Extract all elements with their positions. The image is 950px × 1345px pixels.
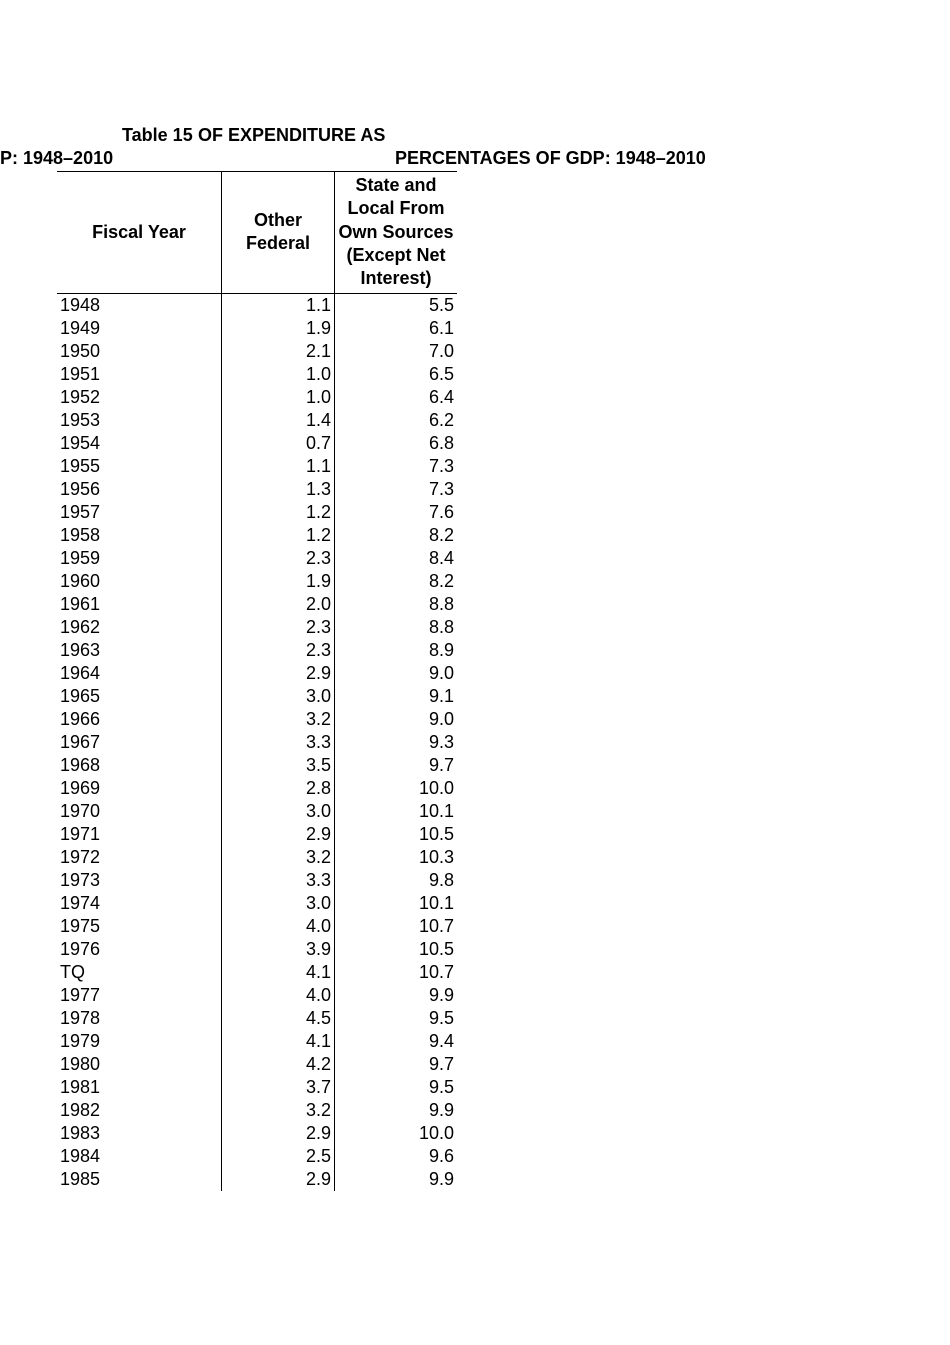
cell-state-local: 10.3: [418, 847, 454, 868]
table-row: [57, 731, 457, 754]
cell-other-federal: 1.0: [222, 386, 335, 409]
cell-other-federal: 1.1: [222, 294, 335, 318]
header-row: [57, 172, 457, 294]
table-row: [57, 294, 457, 318]
cell-other-federal: 4.1: [222, 1030, 335, 1053]
table-row: [57, 915, 457, 938]
cell-fiscal-year: 1951: [57, 363, 222, 386]
cell-other-federal: 2.3: [222, 616, 335, 639]
expenditure-table: [57, 171, 457, 1191]
cell-state-local: 6.5: [428, 364, 454, 385]
table-row: [57, 1076, 457, 1099]
cell-fiscal-year: 1978: [57, 1007, 222, 1030]
cell-state-local: 8.8: [428, 594, 454, 615]
table-row: [57, 800, 457, 823]
cell-other-federal: 1.0: [222, 363, 335, 386]
table-row: [57, 455, 457, 478]
cell-fiscal-year: 1979: [57, 1030, 222, 1053]
cell-state-local: 9.5: [428, 1008, 454, 1029]
cell-fiscal-year: 1970: [57, 800, 222, 823]
cell-state-local: 9.0: [428, 709, 454, 730]
cell-other-federal: 4.1: [222, 961, 335, 984]
cell-other-federal: 4.2: [222, 1053, 335, 1076]
table-row: [57, 593, 457, 616]
cell-fiscal-year: 1972: [57, 846, 222, 869]
cell-other-federal: 1.2: [222, 524, 335, 547]
cell-fiscal-year: 1973: [57, 869, 222, 892]
cell-other-federal: 2.5: [222, 1145, 335, 1168]
cell-state-local: 9.9: [428, 985, 454, 1006]
cell-other-federal: 3.5: [222, 754, 335, 777]
table-row: [57, 1145, 457, 1168]
cell-state-local: 10.7: [418, 916, 454, 937]
table-title-part-a: Table 15: [122, 125, 193, 145]
table-row: [57, 754, 457, 777]
table-row: [57, 984, 457, 1007]
cell-other-federal: 1.4: [222, 409, 335, 432]
cell-state-local: 10.0: [418, 778, 454, 799]
cell-other-federal: 3.0: [222, 800, 335, 823]
cell-fiscal-year: 1960: [57, 570, 222, 593]
cell-fiscal-year: 1952: [57, 386, 222, 409]
cell-state-local: 10.1: [418, 893, 454, 914]
cell-state-local: 9.7: [428, 1054, 454, 1075]
cell-other-federal: 3.2: [222, 846, 335, 869]
header-fiscal-year: Fiscal Year: [57, 172, 222, 294]
cell-other-federal: 3.2: [222, 708, 335, 731]
cell-other-federal: 3.3: [222, 731, 335, 754]
cell-state-local: 10.5: [418, 824, 454, 845]
cell-other-federal: 2.1: [222, 340, 335, 363]
table-row: [57, 639, 457, 662]
table-row: [57, 501, 457, 524]
cell-fiscal-year: 1984: [57, 1145, 222, 1168]
cell-state-local: 9.0: [428, 663, 454, 684]
table-row: [57, 938, 457, 961]
cell-fiscal-year: 1969: [57, 777, 222, 800]
cell-state-local: 8.4: [428, 548, 454, 569]
cell-other-federal: 3.3: [222, 869, 335, 892]
cell-other-federal: 2.9: [222, 1122, 335, 1145]
table-row: [57, 386, 457, 409]
cell-fiscal-year: 1949: [57, 317, 222, 340]
cell-fiscal-year: 1948: [57, 294, 222, 318]
table-row: [57, 616, 457, 639]
cell-fiscal-year: 1963: [57, 639, 222, 662]
cell-fiscal-year: 1977: [57, 984, 222, 1007]
cell-state-local: 8.9: [428, 640, 454, 661]
cell-state-local: 8.8: [428, 617, 454, 638]
cell-other-federal: 2.9: [222, 1168, 335, 1191]
cell-state-local: 9.3: [428, 732, 454, 753]
cell-fiscal-year: 1955: [57, 455, 222, 478]
cell-fiscal-year: 1954: [57, 432, 222, 455]
cell-fiscal-year: 1982: [57, 1099, 222, 1122]
cell-other-federal: 2.3: [222, 547, 335, 570]
table-title-part-c: P: 1948–2010: [0, 148, 114, 168]
cell-state-local: 10.5: [418, 939, 454, 960]
cell-state-local: 10.1: [418, 801, 454, 822]
cell-state-local: 7.3: [428, 456, 454, 477]
cell-fiscal-year: 1965: [57, 685, 222, 708]
cell-other-federal: 3.7: [222, 1076, 335, 1099]
cell-state-local: 9.9: [428, 1100, 454, 1121]
cell-other-federal: 4.0: [222, 984, 335, 1007]
table-row: [57, 478, 457, 501]
cell-other-federal: 4.5: [222, 1007, 335, 1030]
cell-fiscal-year: 1968: [57, 754, 222, 777]
table-row: [57, 570, 457, 593]
cell-fiscal-year: 1974: [57, 892, 222, 915]
cell-state-local: 7.0: [428, 341, 454, 362]
cell-state-local: 6.2: [428, 410, 454, 431]
table-row: [57, 1030, 457, 1053]
cell-state-local: 7.6: [428, 502, 454, 523]
table-row: [57, 869, 457, 892]
cell-fiscal-year: 1964: [57, 662, 222, 685]
table-row: [57, 317, 457, 340]
cell-other-federal: 1.3: [222, 478, 335, 501]
cell-state-local: 9.5: [428, 1077, 454, 1098]
table-row: [57, 1007, 457, 1030]
cell-other-federal: 2.9: [222, 662, 335, 685]
cell-other-federal: 4.0: [222, 915, 335, 938]
cell-other-federal: 1.9: [222, 570, 335, 593]
table-body: [57, 294, 457, 1192]
cell-fiscal-year: 1958: [57, 524, 222, 547]
cell-other-federal: 3.0: [222, 892, 335, 915]
cell-fiscal-year: 1959: [57, 547, 222, 570]
cell-fiscal-year: 1971: [57, 823, 222, 846]
cell-fiscal-year: 1953: [57, 409, 222, 432]
table-row: [57, 823, 457, 846]
cell-fiscal-year: 1980: [57, 1053, 222, 1076]
cell-fiscal-year: 1966: [57, 708, 222, 731]
cell-state-local: 6.4: [428, 387, 454, 408]
cell-fiscal-year: 1962: [57, 616, 222, 639]
cell-state-local: 9.1: [428, 686, 454, 707]
cell-state-local: 9.9: [428, 1169, 454, 1190]
cell-other-federal: 3.9: [222, 938, 335, 961]
cell-state-local: 9.8: [428, 870, 454, 891]
table-row: [57, 1122, 457, 1145]
cell-fiscal-year: 1981: [57, 1076, 222, 1099]
cell-other-federal: 0.7: [222, 432, 335, 455]
table-row: [57, 1099, 457, 1122]
cell-state-local: 9.4: [428, 1031, 454, 1052]
table-row: [57, 432, 457, 455]
cell-state-local: 10.7: [418, 962, 454, 983]
header-state-local: State and Local From Own Sources (Except Net Interest): [335, 172, 458, 294]
cell-fiscal-year: 1967: [57, 731, 222, 754]
cell-fiscal-year: 1976: [57, 938, 222, 961]
cell-fiscal-year: 1950: [57, 340, 222, 363]
cell-other-federal: 3.2: [222, 1099, 335, 1122]
cell-fiscal-year: 1961: [57, 593, 222, 616]
cell-state-local: 6.8: [428, 433, 454, 454]
cell-other-federal: 1.9: [222, 317, 335, 340]
cell-other-federal: 2.9: [222, 823, 335, 846]
cell-other-federal: 1.2: [222, 501, 335, 524]
cell-state-local: 9.7: [428, 755, 454, 776]
cell-fiscal-year: 1985: [57, 1168, 222, 1191]
table-row: [57, 708, 457, 731]
cell-state-local: 7.3: [428, 479, 454, 500]
cell-fiscal-year: 1956: [57, 478, 222, 501]
table-row: [57, 363, 457, 386]
table-title-part-d: PERCENTAGES OF GDP: 1948–2010: [395, 148, 706, 168]
table-row: [57, 846, 457, 869]
cell-state-local: 8.2: [428, 571, 454, 592]
cell-state-local: 5.5: [428, 295, 454, 316]
table-row: [57, 685, 457, 708]
cell-state-local: 6.1: [428, 318, 454, 339]
cell-other-federal: 2.8: [222, 777, 335, 800]
cell-fiscal-year: 1983: [57, 1122, 222, 1145]
cell-other-federal: 3.0: [222, 685, 335, 708]
cell-other-federal: 2.0: [222, 593, 335, 616]
cell-state-local: 8.2: [428, 525, 454, 546]
cell-fiscal-year: TQ: [57, 961, 222, 984]
table-row: [57, 547, 457, 570]
table-row: [57, 1053, 457, 1076]
table-title-part-b: OF EXPENDITURE AS: [198, 125, 386, 145]
cell-state-local: 9.6: [428, 1146, 454, 1167]
table-row: [57, 340, 457, 363]
cell-fiscal-year: 1975: [57, 915, 222, 938]
table-row: [57, 524, 457, 547]
table-row: [57, 777, 457, 800]
table-row: [57, 1168, 457, 1191]
table-row: [57, 662, 457, 685]
table-row: [57, 892, 457, 915]
cell-state-local: 10.0: [418, 1123, 454, 1144]
cell-fiscal-year: 1957: [57, 501, 222, 524]
header-other-federal: Other Federal: [222, 172, 335, 294]
cell-other-federal: 1.1: [222, 455, 335, 478]
table-row: [57, 961, 457, 984]
table-row: [57, 409, 457, 432]
cell-other-federal: 2.3: [222, 639, 335, 662]
